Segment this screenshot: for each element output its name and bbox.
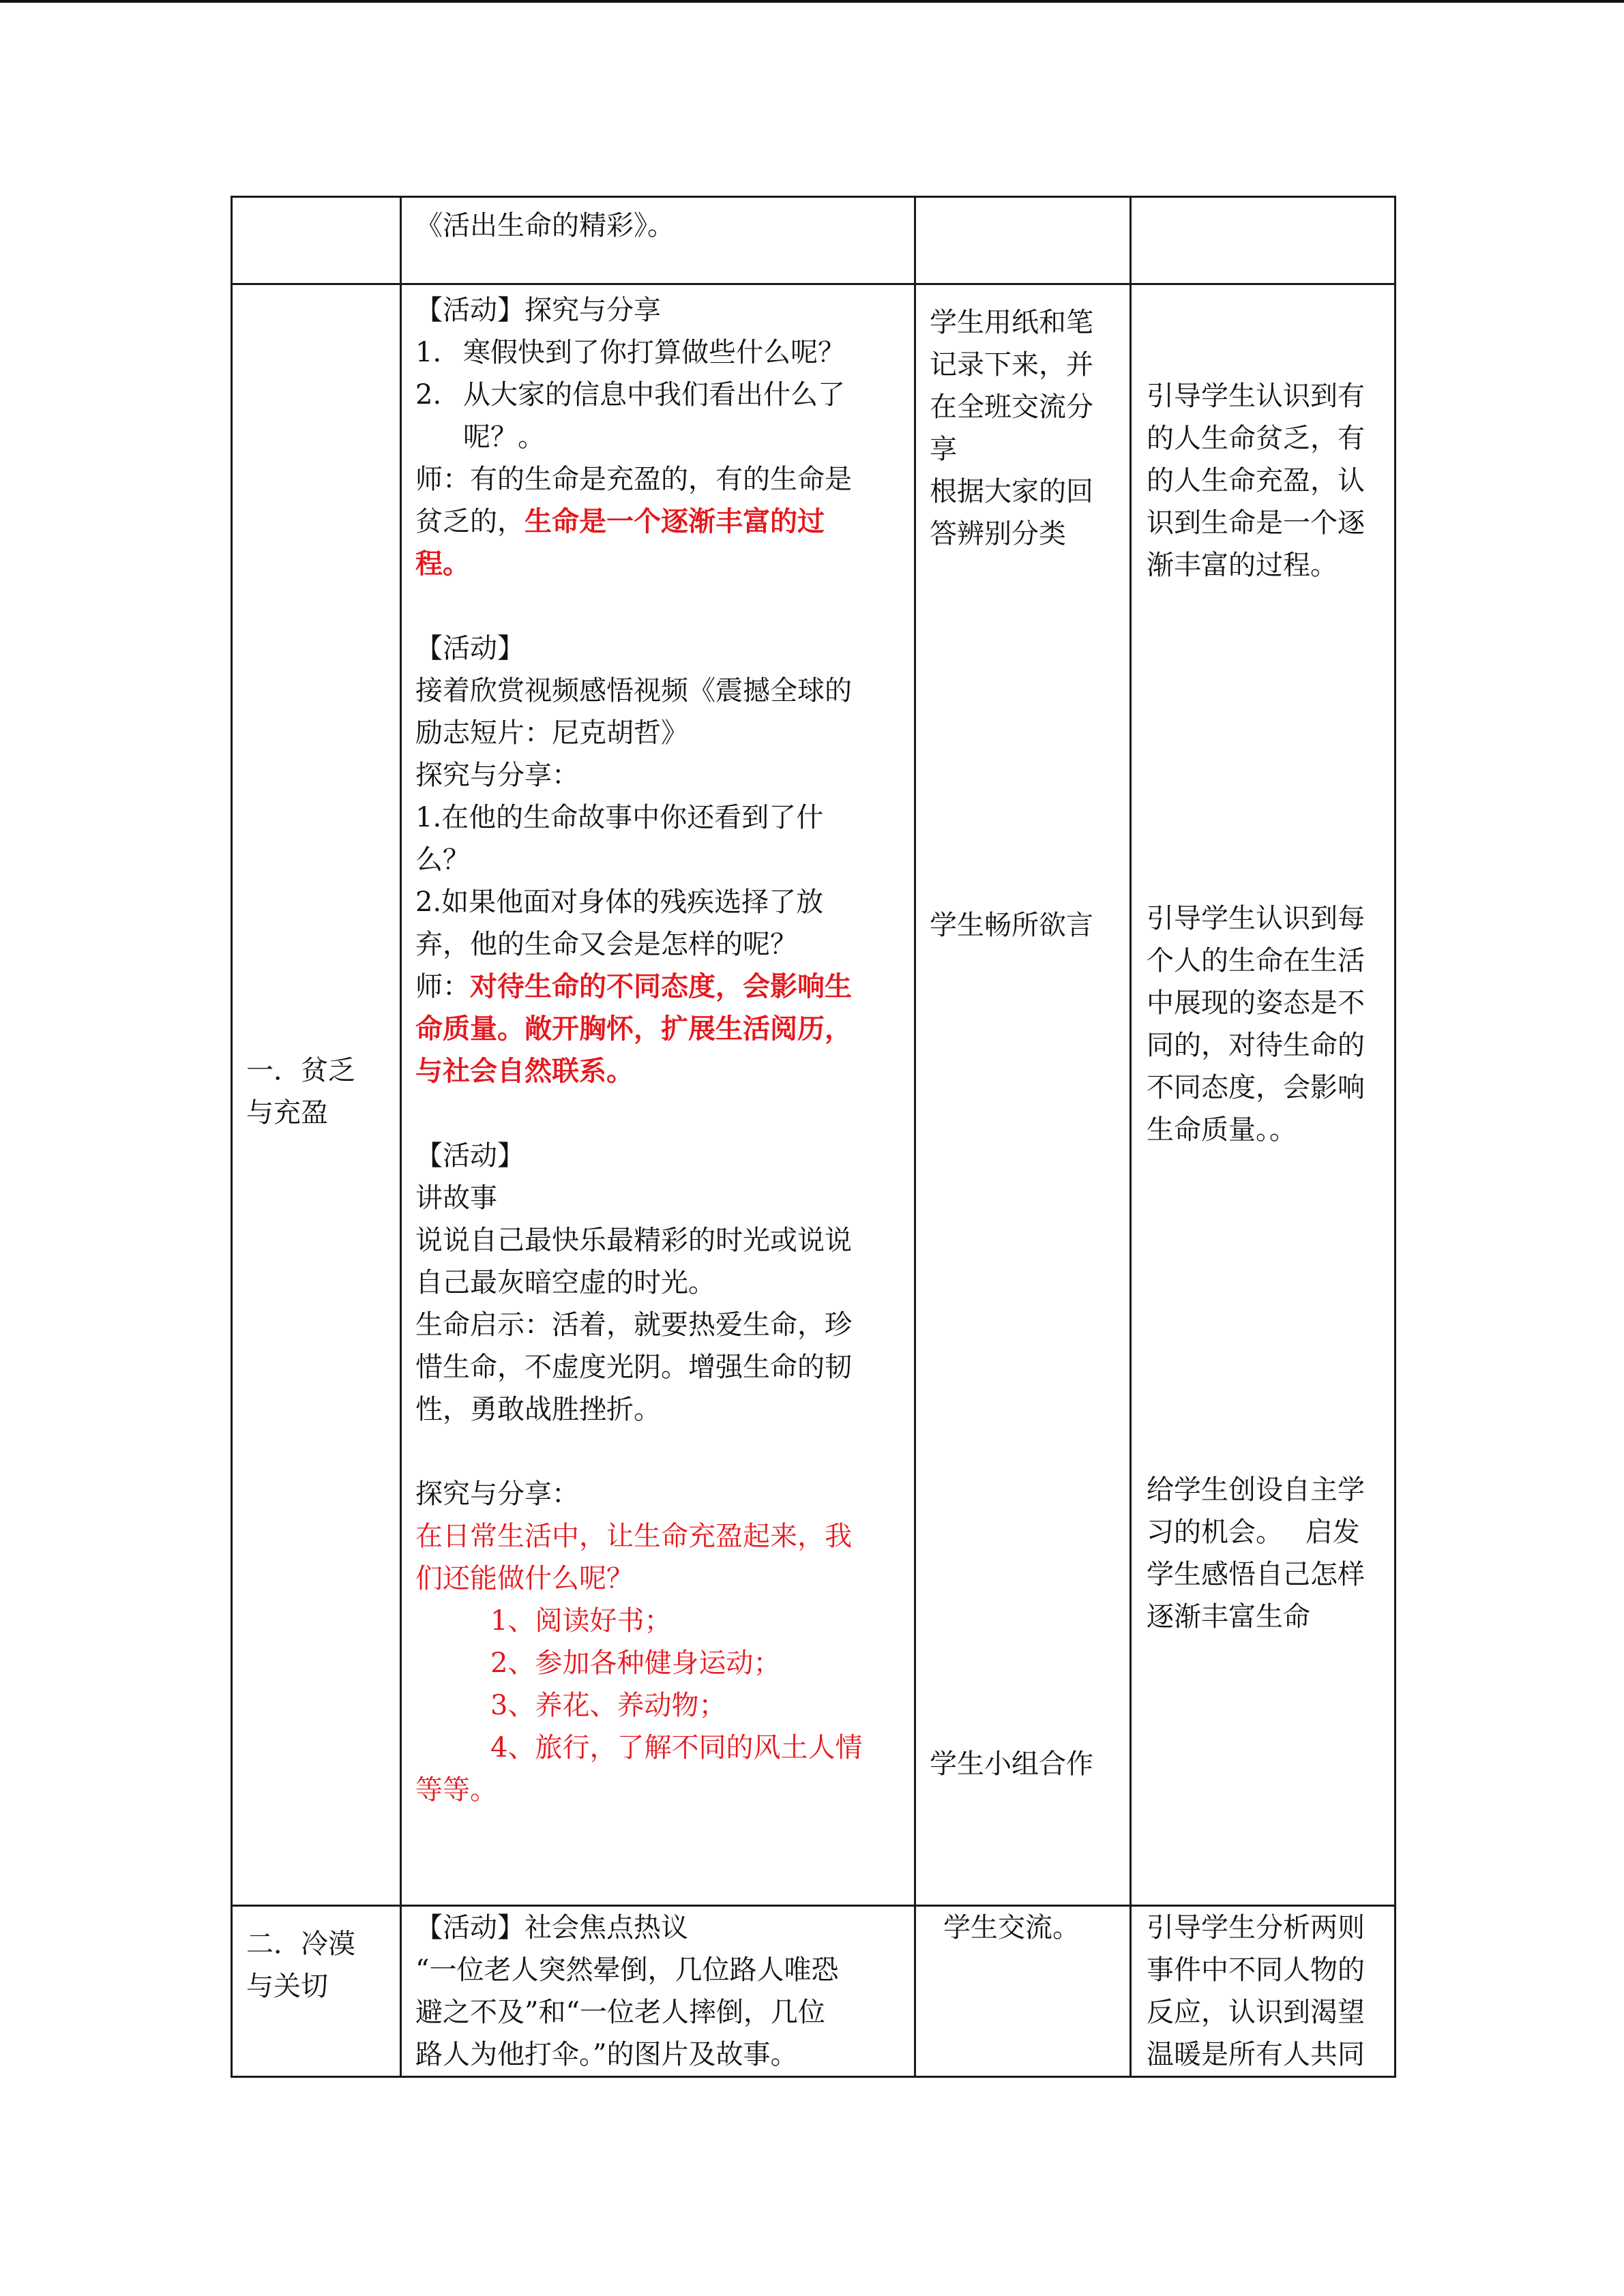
design-intent-line: 生命质量。。: [1147, 1114, 1297, 1146]
intent-cell-section1: [1131, 284, 1396, 1906]
intent-cell-empty: [1131, 197, 1396, 284]
content-cell-intro: [401, 197, 915, 284]
list-item: 2、参加各种健身运动；: [490, 1648, 781, 1679]
list-item: 3、养花、养动物；: [490, 1690, 726, 1721]
list-item: 4、旅行，了解不同的风土人情: [490, 1732, 863, 1763]
key-point: 与社会自然联系。: [415, 1055, 634, 1087]
insight-line: 惜生命，不虚度光阴。增强生命的韧: [415, 1352, 852, 1383]
student-activity-line: 学生畅所欲言: [930, 910, 1093, 941]
design-intent-line: 个人的生命在生活: [1147, 945, 1365, 976]
key-point: 生命是一个逐渐丰富的过: [525, 505, 825, 537]
stage-label-line: 与关切: [246, 1971, 328, 2002]
activity-title: 【活动】: [415, 633, 525, 664]
student-activity-line: 记录下来，并: [930, 349, 1093, 381]
stage-label-line: 与充盈: [246, 1097, 328, 1129]
story-heading: 讲故事: [415, 1182, 497, 1214]
question-line: 弃，他的生命又会是怎样的呢？: [415, 929, 797, 960]
page-top-border: [0, 0, 1624, 3]
stage-label-line: 一．贫乏: [246, 1054, 355, 1086]
story-line: 说说自己最快乐最精彩的时光或说说: [415, 1225, 852, 1256]
design-intent-line: 给学生创设自主学: [1147, 1474, 1365, 1506]
student-activity-line: 学生小组合作: [930, 1748, 1093, 1780]
student-cell-section1: [915, 284, 1131, 1906]
student-activity-line: 在全班交流分: [930, 391, 1093, 423]
teacher-line: 贫乏的，生命是一个逐渐丰富的过: [415, 505, 825, 537]
stage-cell-section1: [232, 284, 401, 1906]
design-intent-line: 中展现的姿态是不: [1147, 987, 1365, 1019]
video-line: 励志短片：尼克胡哲》: [415, 717, 688, 749]
student-activity-line: 学生用纸和笔: [930, 307, 1093, 338]
intro-text: 《活出生命的精彩》。: [415, 210, 675, 241]
key-point: 对待生命的不同态度，会影响生: [470, 970, 852, 1002]
design-intent-line: 不同态度，会影响: [1147, 1072, 1365, 1103]
table-row-intro: [232, 197, 1396, 284]
question-line: 么？: [415, 844, 470, 876]
activity-title: 【活动】: [415, 1140, 525, 1172]
key-point: 命质量。敞开胸怀，扩展生活阅历，: [415, 1013, 852, 1045]
share-heading: 探究与分享：: [415, 760, 579, 791]
teacher-line: 师：对待生命的不同态度，会影响生: [415, 970, 852, 1002]
stage-cell-empty: [232, 197, 401, 284]
student-activity-line: 享: [930, 434, 957, 465]
design-intent-block: [1147, 1469, 1396, 1638]
design-intent-line: 事件中不同人物的: [1147, 1954, 1365, 1986]
content-cell-section2: [401, 1906, 915, 2077]
stage-label-line: 二．冷漠: [246, 1928, 355, 1960]
design-intent-line: 反应，认识到渴望: [1147, 1997, 1365, 2028]
list-item-continuation: 等等。: [415, 1774, 497, 1806]
design-intent-line: 逐渐丰富生命: [1147, 1601, 1310, 1632]
student-activity-line: 根据大家的回: [930, 476, 1093, 507]
share-heading: 探究与分享：: [415, 1478, 579, 1510]
design-intent-line: 引导学生认识到每: [1147, 903, 1365, 934]
design-intent-line: 学生感悟自己怎样: [1147, 1559, 1365, 1590]
design-intent-line: 习的机会。 启发: [1147, 1517, 1360, 1548]
question-continuation: 呢？。: [463, 421, 545, 453]
design-intent-line: 同的，对待生命的: [1147, 1030, 1365, 1061]
student-activity-line: 答辨别分类: [930, 518, 1066, 550]
design-intent-block: [1147, 897, 1396, 1151]
activity-title: 【活动】社会焦点热议: [415, 1912, 688, 1943]
content-cell-section1: [401, 284, 915, 1906]
question-line: 们还能做什么呢？: [415, 1563, 634, 1594]
key-point: 程。: [415, 548, 470, 580]
student-cell-section2: [915, 1906, 1131, 2077]
design-intent-line: 的人生命充盈，认: [1147, 465, 1365, 496]
question-line: 在日常生活中，让生命充盈起来，我: [415, 1521, 852, 1552]
design-intent-line: 温暖是所有人共同: [1147, 2039, 1365, 2070]
activity-title: 【活动】探究与分享: [415, 295, 661, 326]
story-line: 自己最灰暗空虚的时光。: [415, 1267, 715, 1298]
list-item: 1、阅读好书；: [490, 1605, 672, 1637]
intent-cell-section2: [1131, 1906, 1396, 2077]
content-line: 避之不及”和“一位老人摔倒，几位: [415, 1997, 825, 2028]
teacher-line: 师：有的生命是充盈的，有的生命是: [415, 464, 852, 495]
insight-line: 生命启示：活着，就要热爱生命，珍: [415, 1309, 852, 1341]
student-cell-empty: [915, 197, 1131, 284]
insight-line: 性，勇敢战胜挫折。: [415, 1394, 661, 1425]
design-intent-line: 的人生命贫乏，有: [1147, 423, 1365, 454]
content-line: 路人为他打伞。”的图片及故事。: [415, 2039, 798, 2070]
question-item: 2. 从大家的信息中我们看出什么了: [415, 379, 845, 411]
lesson-plan-table: [231, 196, 1396, 2078]
design-intent-line: 渐丰富的过程。: [1147, 550, 1338, 581]
question-item: 1. 寒假快到了你打算做些什么呢？: [415, 337, 845, 368]
table-row-section2: [232, 1906, 1396, 2077]
design-intent-line: 引导学生分析两则: [1147, 1912, 1365, 1943]
content-line: “一位老人突然晕倒，几位路人唯恐: [415, 1954, 839, 1986]
question-line: 1.在他的生命故事中你还看到了什: [415, 802, 824, 833]
question-line: 2.如果他面对身体的残疾选择了放: [415, 886, 824, 918]
video-line: 接着欣赏视频感悟视频《震撼全球的: [415, 675, 852, 706]
design-intent-line: 引导学生认识到有: [1147, 381, 1365, 412]
design-intent-line: 识到生命是一个逐: [1147, 507, 1365, 539]
student-activity-line: 学生交流。: [943, 1912, 1080, 1943]
stage-cell-section2: [232, 1906, 401, 2077]
table-row-section1: [232, 284, 1396, 1906]
